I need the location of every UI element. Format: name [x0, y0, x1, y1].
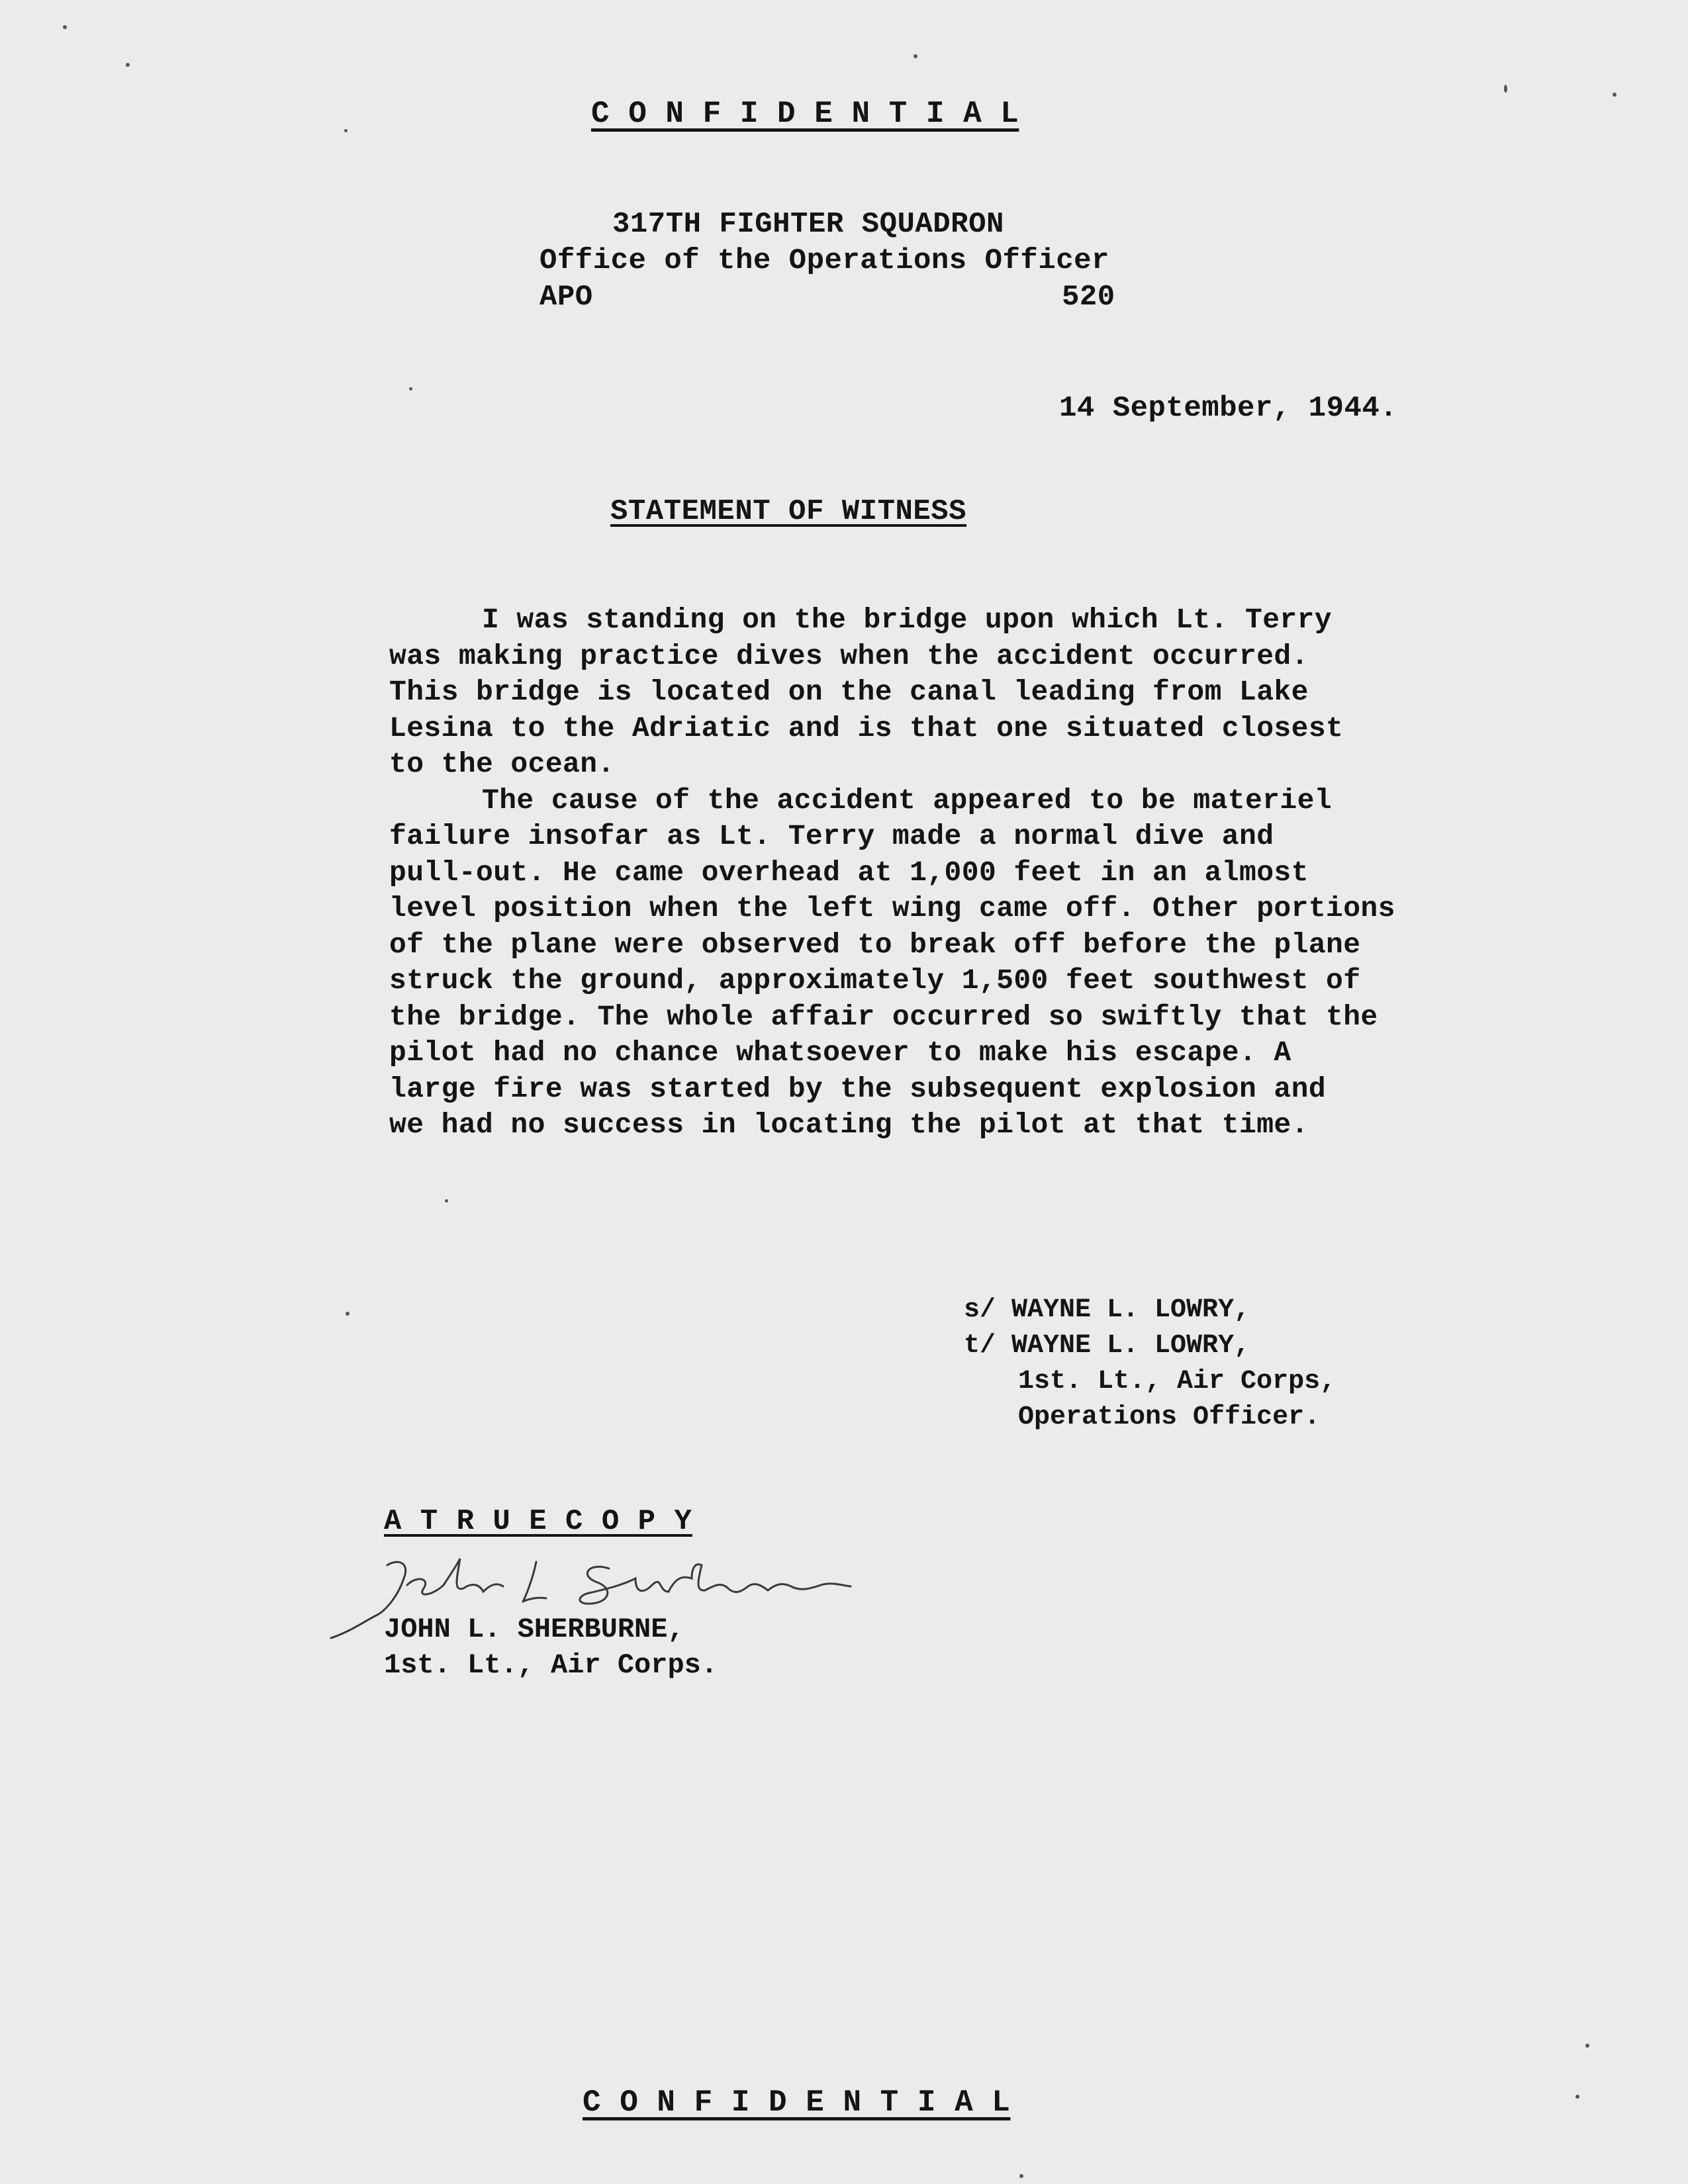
body-line: This bridge is located on the canal leading from Lake	[389, 676, 1309, 708]
body-line: The cause of the accident appeared to be materiel	[482, 784, 1333, 817]
dust-speck	[1019, 2174, 1023, 2178]
body-line: to the ocean.	[389, 748, 615, 780]
body-line: I was standing on the bridge upon which Lt. Terry	[482, 604, 1333, 636]
document-date: 14 September, 1944.	[1059, 392, 1398, 425]
true-copy-label: A T R U E C O P Y	[384, 1505, 692, 1538]
document-title: STATEMENT OF WITNESS	[610, 495, 967, 528]
classification-top: C O N F I D E N T I A L	[591, 97, 1019, 131]
classification-bottom: C O N F I D E N T I A L	[583, 2085, 1011, 2120]
body-line: we had no success in locating the pilot at that time.	[389, 1109, 1309, 1141]
certifier-name: JOHN L. SHERBURNE,	[384, 1614, 684, 1645]
dust-speck	[1504, 85, 1507, 93]
body-line: of the plane were observed to break off before the plane	[389, 928, 1361, 961]
statement-body	[389, 602, 1395, 1144]
body-line: Lesina to the Adriatic and is that one situated closest	[389, 711, 1344, 745]
dust-speck	[914, 54, 917, 58]
body-line: the bridge. The whole affair occurred so swiftly that the	[389, 1000, 1378, 1033]
apo-label: APO	[539, 281, 593, 314]
body-line: pilot had no chance whatsoever to make his escape. A	[389, 1036, 1291, 1069]
office-name: Office of the Operations Officer	[539, 244, 1109, 277]
dust-speck	[344, 129, 348, 132]
certifier-block	[384, 1612, 718, 1683]
apo-number: 520	[1062, 281, 1115, 314]
typed-line: t/ WAYNE L. LOWRY,	[964, 1331, 1250, 1361]
body-line: pull-out. He came overhead at 1,000 feet in an almost	[389, 856, 1309, 889]
dust-speck	[445, 1199, 448, 1203]
dust-speck	[126, 63, 130, 67]
dust-speck	[1575, 2095, 1579, 2099]
dust-speck	[409, 387, 412, 390]
signed-line: s/ WAYNE L. LOWRY,	[964, 1295, 1250, 1325]
signatory-position: Operations Officer.	[1018, 1402, 1321, 1432]
body-line: was making practice dives when the accident occurred.	[389, 639, 1309, 672]
dust-speck	[346, 1312, 350, 1316]
signature-block	[964, 1293, 1336, 1435]
body-line: failure insofar as Lt. Terry made a normal dive and	[389, 820, 1274, 852]
dust-speck	[1613, 93, 1617, 97]
body-line: level position when the left wing came off. Other portions	[389, 892, 1395, 925]
body-line: large fire was started by the subsequent explosion and	[389, 1072, 1327, 1105]
dust-speck	[63, 25, 67, 29]
certifier-rank: 1st. Lt., Air Corps.	[384, 1649, 718, 1681]
signatory-rank: 1st. Lt., Air Corps,	[1018, 1367, 1336, 1396]
body-line: struck the ground, approximately 1,500 feet southwest of	[389, 964, 1361, 997]
dust-speck	[1585, 2044, 1589, 2048]
unit-name: 317TH FIGHTER SQUADRON	[612, 208, 1004, 241]
